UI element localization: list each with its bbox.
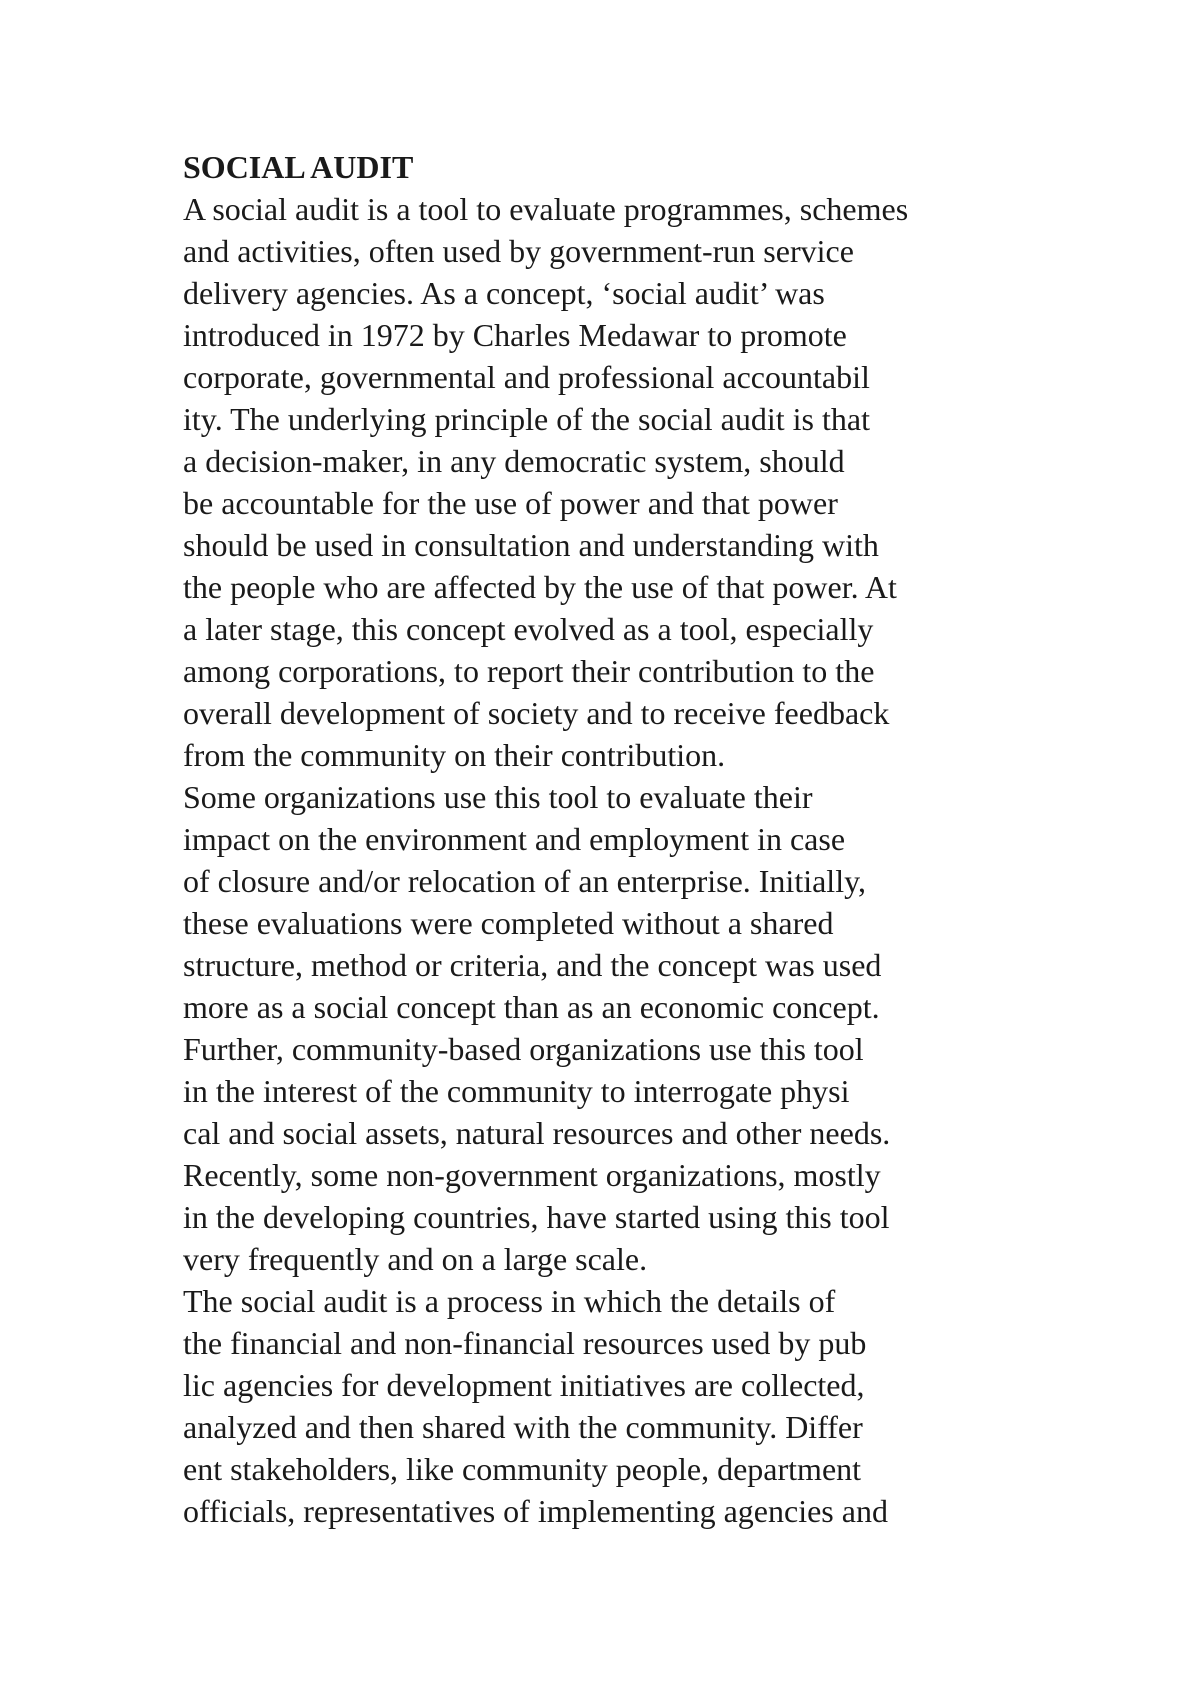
text-line-29: lic agencies for development initiatives are collected,	[183, 1367, 865, 1403]
text-line-1: A social audit is a tool to evaluate programmes, schemes	[183, 191, 909, 227]
text-line-22: in the interest of the community to interrogate physi	[183, 1073, 850, 1109]
text-line-31: ent stakeholders, like community people, department	[183, 1451, 862, 1487]
document-title: SOCIAL AUDIT	[183, 149, 414, 185]
text-line-14: from the community on their contribution.	[183, 737, 726, 773]
text-line-5: corporate, governmental and professional accountabil	[183, 359, 870, 395]
text-line-8: be accountable for the use of power and that power	[183, 485, 838, 521]
document-body	[183, 146, 1083, 1532]
text-line-28: the financial and non-financial resources used by pub	[183, 1325, 867, 1361]
text-line-27: The social audit is a process in which the details of	[183, 1283, 836, 1319]
text-line-3: delivery agencies. As a concept, ‘social audit’ was	[183, 275, 825, 311]
text-line-11: a later stage, this concept evolved as a tool, especially	[183, 611, 874, 647]
text-line-23: cal and social assets, natural resources and other needs.	[183, 1115, 891, 1151]
body-text	[183, 188, 1083, 1532]
text-line-12: among corporations, to report their contribution to the	[183, 653, 875, 689]
text-line-15: Some organizations use this tool to evaluate their	[183, 779, 813, 815]
text-line-6: ity. The underlying principle of the social audit is that	[183, 401, 870, 437]
text-line-19: structure, method or criteria, and the concept was used	[183, 947, 882, 983]
text-line-32: officials, representatives of implementing agencies and	[183, 1493, 888, 1529]
text-line-26: very frequently and on a large scale.	[183, 1241, 648, 1277]
text-line-30: analyzed and then shared with the community. Differ	[183, 1409, 863, 1445]
text-line-21: Further, community-based organizations use this tool	[183, 1031, 864, 1067]
text-line-18: these evaluations were completed without a shared	[183, 905, 834, 941]
text-line-2: and activities, often used by government-run service	[183, 233, 854, 269]
text-line-17: of closure and/or relocation of an enterprise. Initially,	[183, 863, 866, 899]
text-line-9: should be used in consultation and understanding with	[183, 527, 879, 563]
text-line-13: overall development of society and to receive feedback	[183, 695, 890, 731]
text-line-10: the people who are affected by the use of that power. At	[183, 569, 897, 605]
text-line-25: in the developing countries, have started using this tool	[183, 1199, 890, 1235]
text-line-24: Recently, some non-government organizations, mostly	[183, 1157, 881, 1193]
text-line-7: a decision-maker, in any democratic system, should	[183, 443, 845, 479]
text-line-16: impact on the environment and employment in case	[183, 821, 846, 857]
text-line-4: introduced in 1972 by Charles Medawar to promote	[183, 317, 847, 353]
text-line-20: more as a social concept than as an economic concept.	[183, 989, 880, 1025]
